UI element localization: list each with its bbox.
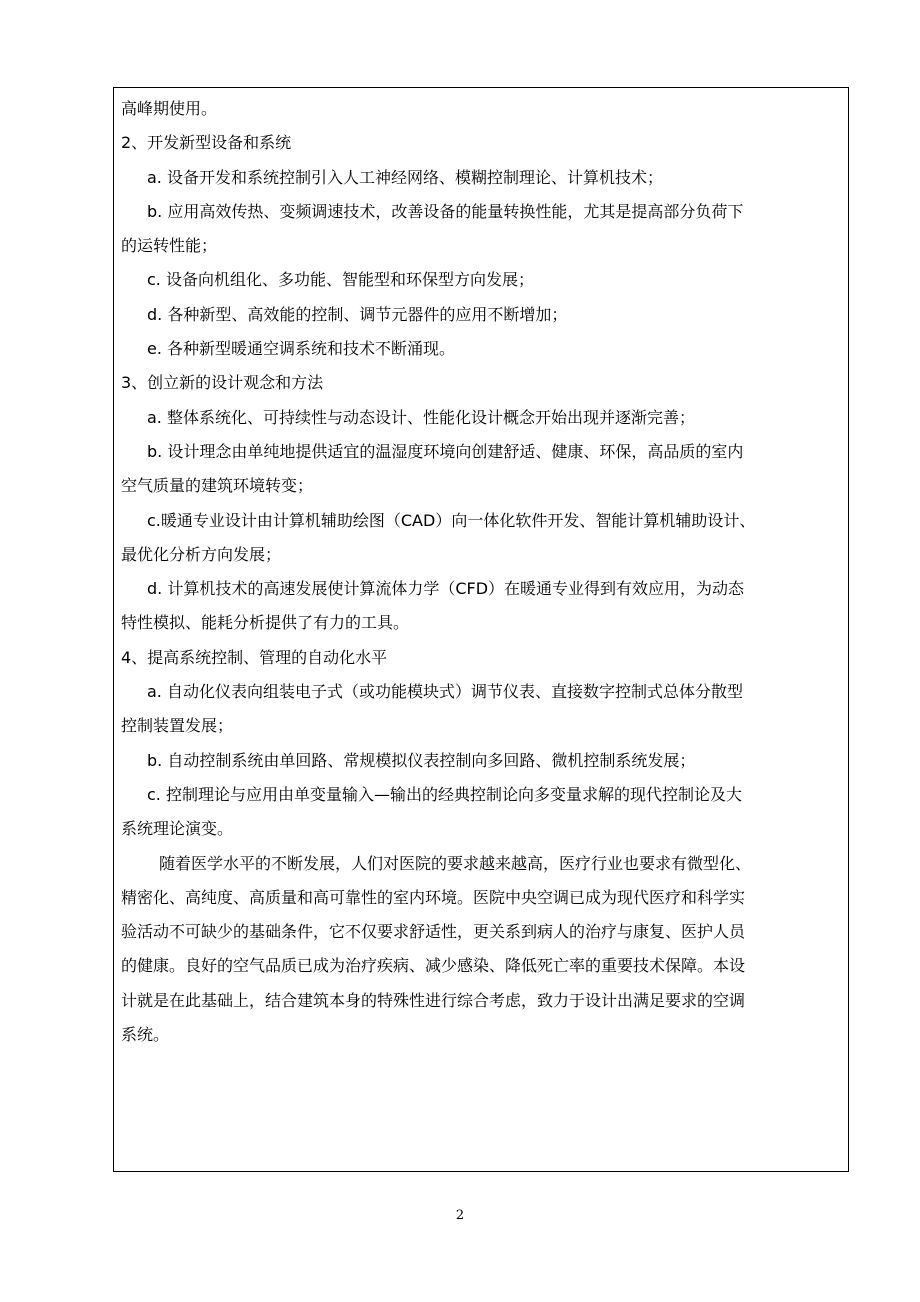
list-item-c: c. 控制理论与应用由单变量输入—输出的经典控制论向多变量求解的现代控制论及大 — [147, 784, 742, 804]
page-number: 2 — [455, 1208, 465, 1223]
text-line: 验活动不可缺少的基础条件，它不仅要求舒适性，更关系到病人的治疗与康复、医护人员 — [121, 922, 746, 942]
text-line: 空气质量的建筑环境转变； — [121, 476, 314, 496]
section-heading-3: 3、创立新的设计观念和方法 — [121, 373, 324, 393]
list-item-c: c. 设备向机组化、多功能、智能型和环保型方向发展； — [147, 270, 534, 290]
list-item-a: a. 整体系统化、可持续性与动态设计、性能化设计概念开始出现并逐渐完善； — [147, 407, 695, 427]
list-item-e: e. 各种新型暖通空调系统和技术不断涌现。 — [147, 339, 456, 359]
list-item-b: b. 自动控制系统由单回路、常规模拟仪表控制向多回路、微机控制系统发展； — [147, 750, 696, 770]
section-heading-2: 2、开发新型设备和系统 — [121, 133, 292, 153]
text-line: 控制装置发展； — [121, 716, 234, 736]
text-line: 系统。 — [121, 1025, 170, 1045]
section-heading-4: 4、提高系统控制、管理的自动化水平 — [121, 647, 388, 667]
text-line: 精密化、高纯度、高质量和高可靠性的室内环境。医院中央空调已成为现代医疗和科学实 — [121, 887, 746, 907]
list-item-c: c.暖通专业设计由计算机辅助绘图（CAD）向一体化软件开发、智能计算机辅助设计、 — [147, 510, 756, 530]
text-line: 的健康。良好的空气品质已成为治疗疾病、减少感染、降低死亡率的重要技术保障。本设 — [121, 956, 746, 976]
list-item-d: d. 计算机技术的高速发展使计算流体力学（CFD）在暖通专业得到有效应用，为动态 — [147, 579, 745, 599]
list-item-d: d. 各种新型、高效能的控制、调节元器件的应用不断增加； — [147, 304, 568, 324]
text-line: 计就是在此基础上，结合建筑本身的特殊性进行综合考虑，致力于设计出满足要求的空调 — [121, 990, 746, 1010]
list-item-b: b. 设计理念由单纯地提供适宜的温湿度环境向创建舒适、健康、环保，高品质的室内 — [147, 441, 744, 461]
paragraph-first-line: 随着医学水平的不断发展，人们对医院的要求越来越高，医疗行业也要求有微型化、 — [159, 853, 752, 873]
list-item-a: a. 自动化仪表向组装电子式（或功能模块式）调节仪表、直接数字控制式总体分散型 — [147, 682, 743, 702]
text-line: 的运转性能； — [121, 236, 218, 256]
text-line: 系统理论演变。 — [121, 819, 234, 839]
list-item-a: a. 设备开发和系统控制引入人工神经网络、模糊控制理论、计算机技术； — [147, 167, 663, 187]
text-line: 最优化分析方向发展； — [121, 544, 282, 564]
list-item-b: b. 应用高效传热、变频调速技术，改善设备的能量转换性能，尤其是提高部分负荷下 — [147, 201, 744, 221]
document-body — [121, 92, 843, 1052]
text-line: 高峰期使用。 — [121, 99, 218, 118]
text-line: 特性模拟、能耗分析提供了有力的工具。 — [121, 613, 410, 633]
